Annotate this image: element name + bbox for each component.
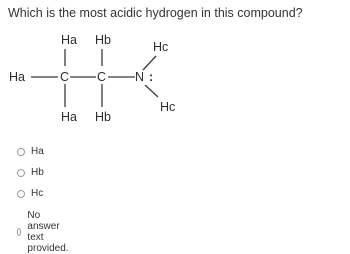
option-hb[interactable] — [17, 167, 44, 178]
option-ha[interactable] — [17, 146, 44, 157]
atom-ha-bottom: Ha — [61, 110, 77, 124]
atom-hc-top: Hc — [153, 40, 169, 54]
option-label: Hb — [31, 167, 44, 178]
atom-ha-top: Ha — [61, 33, 77, 47]
radio-hc[interactable] — [17, 190, 25, 198]
radio-hb[interactable] — [17, 169, 25, 177]
option-label: Ha — [31, 146, 44, 157]
question-text: Which is the most acidic hydrogen in this compound? — [8, 6, 303, 20]
option-no-answer[interactable] — [17, 210, 72, 254]
radio-no-answer[interactable] — [17, 228, 21, 236]
atom-hb-top: Hb — [95, 33, 111, 47]
atom-c1: C — [60, 70, 70, 84]
atom-ha-left: Ha — [9, 70, 25, 84]
bond-n-hc-top — [143, 56, 156, 70]
atom-hc-bottom: Hc — [160, 100, 176, 114]
option-label: Hc — [31, 188, 44, 199]
option-label: No answer text provided. — [27, 210, 69, 254]
atom-hb-bottom: Hb — [95, 110, 111, 124]
atom-c2: C — [97, 70, 107, 84]
radio-ha[interactable] — [17, 148, 25, 156]
bond-n-hc-bottom — [145, 85, 158, 97]
atom-n: N — [135, 70, 145, 84]
lone-pair: : — [149, 70, 154, 84]
option-hc[interactable] — [17, 188, 43, 199]
